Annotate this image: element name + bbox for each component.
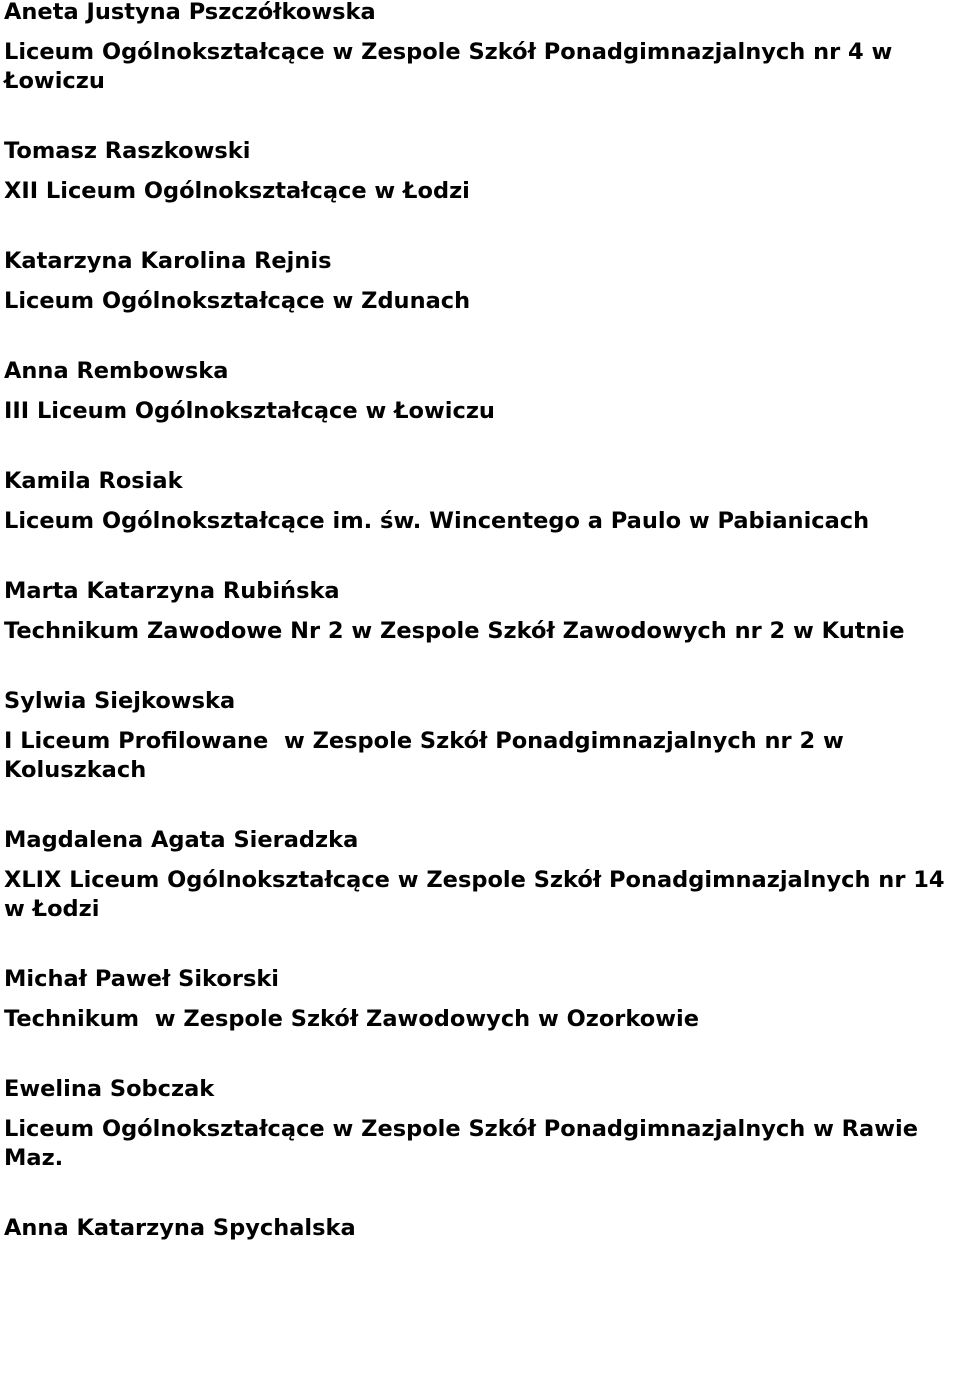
school-name: Liceum Ogólnokształcące w Zespole Szkół Ponadgimnazjalnych nr 4 w Łowiczu [4,39,901,94]
list-item [4,466,956,536]
list-item [4,136,956,206]
document-page [4,0,956,1283]
list-item [4,1074,956,1173]
list-item [4,686,956,785]
person-name: Anna Rembowska [4,358,229,384]
school-name: Liceum Ogólnokształcące im. św. Wincentego a Paulo w Pabianicach [4,508,870,534]
person-name: Tomasz Raszkowski [4,138,251,164]
list-item [4,1213,956,1243]
list-item [4,576,956,646]
person-name: Katarzyna Karolina Rejnis [4,248,332,274]
school-name: I Liceum Profilowane w Zespole Szkół Ponadgimnazjalnych nr 2 w Koluszkach [4,728,852,783]
person-name: Magdalena Agata Sieradzka [4,827,359,853]
person-name: Michał Paweł Sikorski [4,966,280,992]
school-name: III Liceum Ogólnokształcące w Łowiczu [4,398,495,424]
person-name: Aneta Justyna Pszczółkowska [4,0,376,25]
list-item [4,964,956,1034]
person-name: Sylwia Siejkowska [4,688,236,714]
school-name: XLIX Liceum Ogólnokształcące w Zespole Szkół Ponadgimnazjalnych nr 14 w Łodzi [4,867,953,922]
person-name: Kamila Rosiak [4,468,183,494]
school-name: XII Liceum Ogólnokształcące w Łodzi [4,178,470,204]
person-name: Marta Katarzyna Rubińska [4,578,340,604]
list-item [4,356,956,426]
person-name: Ewelina Sobczak [4,1076,215,1102]
school-name: Liceum Ogólnokształcące w Zespole Szkół Ponadgimnazjalnych w Rawie Maz. [4,1116,926,1171]
school-name: Technikum w Zespole Szkół Zawodowych w Ozorkowie [4,1006,699,1032]
list-item [4,0,956,96]
person-name: Anna Katarzyna Spychalska [4,1215,356,1241]
list-item [4,825,956,924]
list-item [4,246,956,316]
school-name: Liceum Ogólnokształcące w Zdunach [4,288,471,314]
school-name: Technikum Zawodowe Nr 2 w Zespole Szkół Zawodowych nr 2 w Kutnie [4,618,905,644]
